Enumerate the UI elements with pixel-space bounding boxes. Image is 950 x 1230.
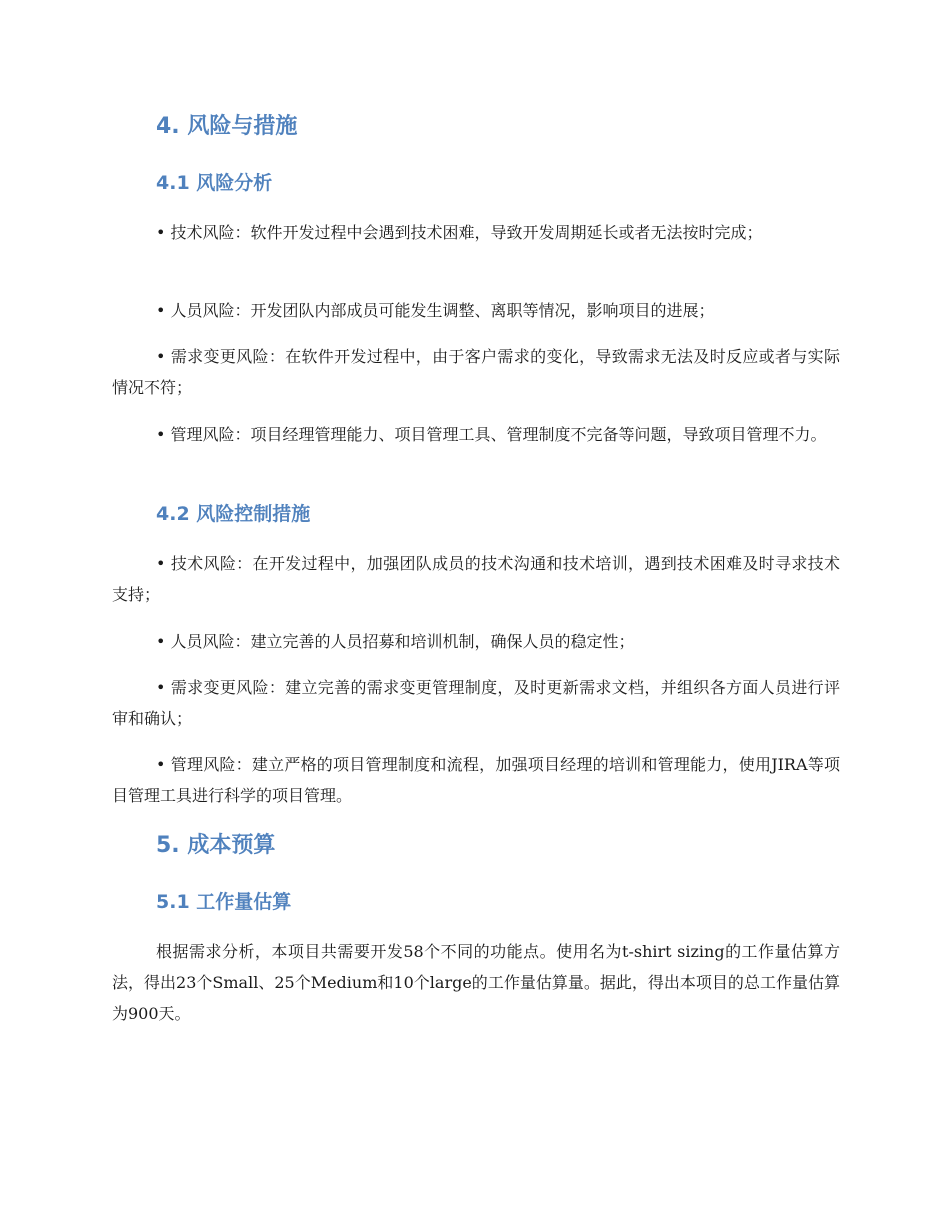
risk-analysis-personnel: • 人员风险：开发团队内部成员可能发生调整、离职等情况，影响项目的进展； [156, 301, 715, 320]
subsection-heading-workload-estimate: 5.1 工作量估算 [156, 891, 292, 913]
risk-control-requirements: • 需求变更风险：建立完善的需求变更管理制度，及时更新需求文档，并组织各方面人员进行评审和确认； [112, 678, 840, 728]
risk-control-management: • 管理风险：建立严格的项目管理制度和流程，加强项目经理的培训和管理能力，使用JIRA等项目管理工具进行科学的项目管理。 [112, 755, 840, 805]
section-heading-risks: 4. 风险与措施 [156, 114, 298, 139]
risk-control-personnel: • 人员风险：建立完善的人员招募和培训机制，确保人员的稳定性； [156, 632, 635, 651]
risk-control-technical: • 技术风险：在开发过程中，加强团队成员的技术沟通和技术培训，遇到技术困难及时寻求技术支持； [112, 554, 840, 604]
risk-analysis-requirements: • 需求变更风险：在软件开发过程中，由于客户需求的变化，导致需求无法及时反应或者与实际情况不符； [112, 347, 840, 397]
workload-estimate-paragraph: 根据需求分析，本项目共需要开发58个不同的功能点。使用名为t-shirt sizing的工作量估算方法，得出23个Small、25个Medium和10个large的工作量估算量。据此，得出本项目的总工作量估算为900天。 [112, 942, 840, 1023]
risk-analysis-management: • 管理风险：项目经理管理能力、项目管理工具、管理制度不完备等问题，导致项目管理不力。 [156, 425, 827, 444]
risk-analysis-technical: • 技术风险：软件开发过程中会遇到技术困难，导致开发周期延长或者无法按时完成； [156, 223, 763, 242]
subsection-heading-risk-control: 4.2 风险控制措施 [156, 503, 311, 525]
section-heading-cost-budget: 5. 成本预算 [156, 833, 276, 858]
subsection-heading-risk-analysis: 4.1 风险分析 [156, 172, 273, 194]
